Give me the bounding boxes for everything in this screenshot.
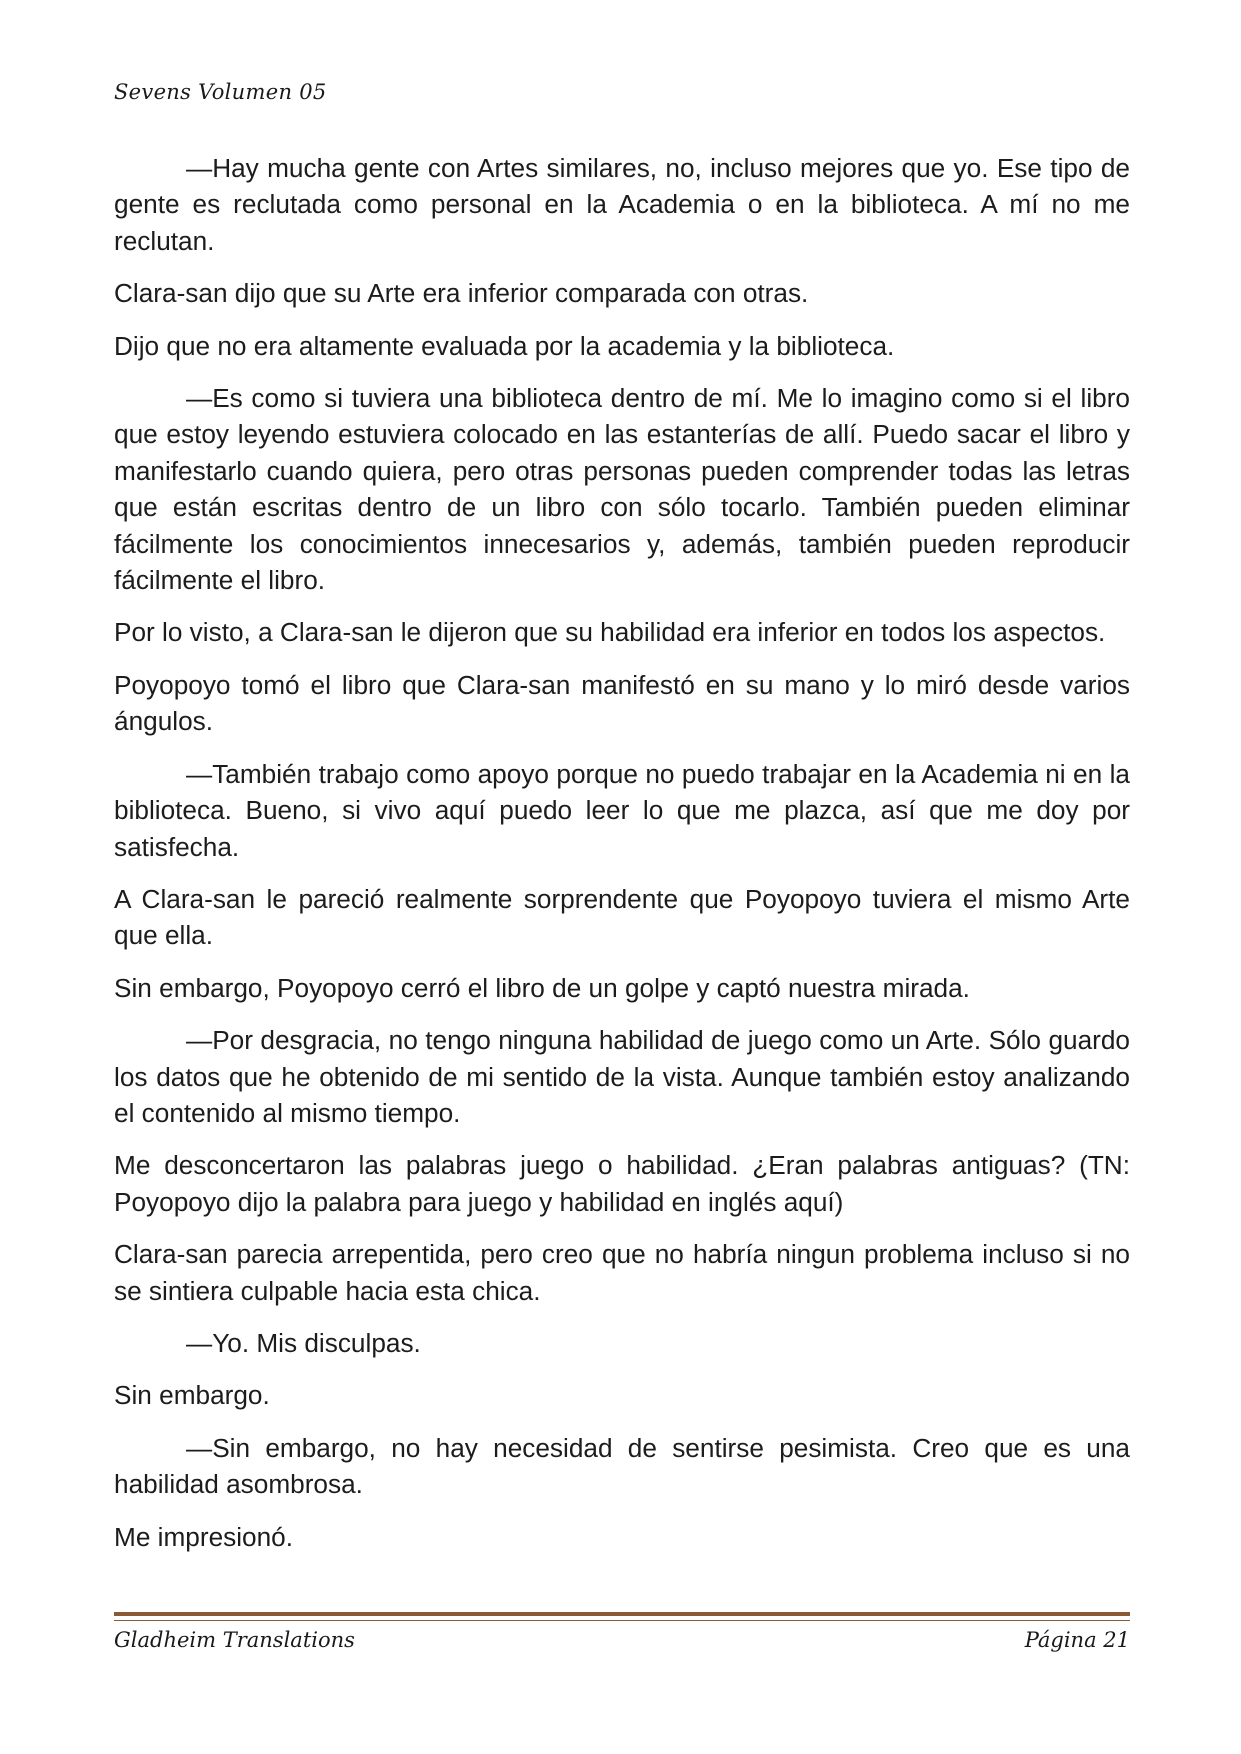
paragraph-dialog: —Hay mucha gente con Artes similares, no, incluso mejores que yo. Ese tipo de gente es reclutada como personal en la Academia o en la biblioteca. A mí no me reclutan. <box>114 153 1130 256</box>
paragraph: A Clara-san le pareció realmente sorprendente que Poyopoyo tuviera el mismo Arte que ella. <box>114 883 1130 951</box>
paragraph: Me impresionó. <box>114 1521 294 1552</box>
footer-rule-thin <box>114 1620 1130 1621</box>
running-header-title: Sevens Volumen 05 <box>114 80 327 104</box>
paragraph: Sin embargo. <box>114 1380 270 1411</box>
paragraph: Poyopoyo tomó el libro que Clara-san manifestó en su mano y lo miró desde varios ángulos. <box>114 669 1130 737</box>
footer-rule-thick <box>114 1612 1130 1616</box>
body-text <box>114 150 1130 1555</box>
paragraph-dialog: —También trabajo como apoyo porque no puedo trabajar en la Academia ni en la biblioteca. Bueno, si vivo aquí puedo leer lo que me plazca, así que me doy por satisfecha. <box>114 758 1130 862</box>
paragraph-dialog: —Es como si tuviera una biblioteca dentro de mí. Me lo imagino como si el libro que estoy leyendo estuviera colocado en las estanterías de allí. Puedo sacar el libro y manifestarlo cuando quiera, pero otras personas pueden comprender todas las letras que están escritas dentro de un libro con sólo tocarlo. También pueden eliminar fácilmente los conocimientos innecesarios y, además, también pueden reproducir fácilmente el libro. <box>114 383 1130 596</box>
paragraph: Clara-san dijo que su Arte era inferior comparada con otras. <box>114 278 809 309</box>
paragraph: Por lo visto, a Clara-san le dijeron que su habilidad era inferior en todos los aspectos. <box>114 617 1106 648</box>
footer-translator: Gladheim Translations <box>114 1628 355 1652</box>
paragraph-dialog: —Yo. Mis disculpas. <box>186 1327 421 1358</box>
paragraph: Sin embargo, Poyopoyo cerró el libro de un golpe y captó nuestra mirada. <box>114 972 970 1003</box>
paragraph: Dijo que no era altamente evaluada por la academia y la biblioteca. <box>114 330 895 361</box>
paragraph-dialog: —Sin embargo, no hay necesidad de sentirse pesimista. Creo que es una habilidad asombrosa. <box>114 1432 1130 1500</box>
paragraph-dialog: —Por desgracia, no tengo ninguna habilidad de juego como un Arte. Sólo guardo los datos que he obtenido de mi sentido de la vista. Aunque también estoy analizando el contenido al mismo tiempo. <box>114 1025 1130 1128</box>
paragraph: Me desconcertaron las palabras juego o habilidad. ¿Eran palabras antiguas? (TN: Poyopoyo dijo la palabra para juego y habilidad en inglés aquí) <box>114 1150 1130 1217</box>
footer-page-number: Página 21 <box>1024 1628 1130 1652</box>
paragraph: Clara-san parecia arrepentida, pero creo que no habría ningun problema incluso si no se sintiera culpable hacia esta chica. <box>114 1239 1130 1306</box>
